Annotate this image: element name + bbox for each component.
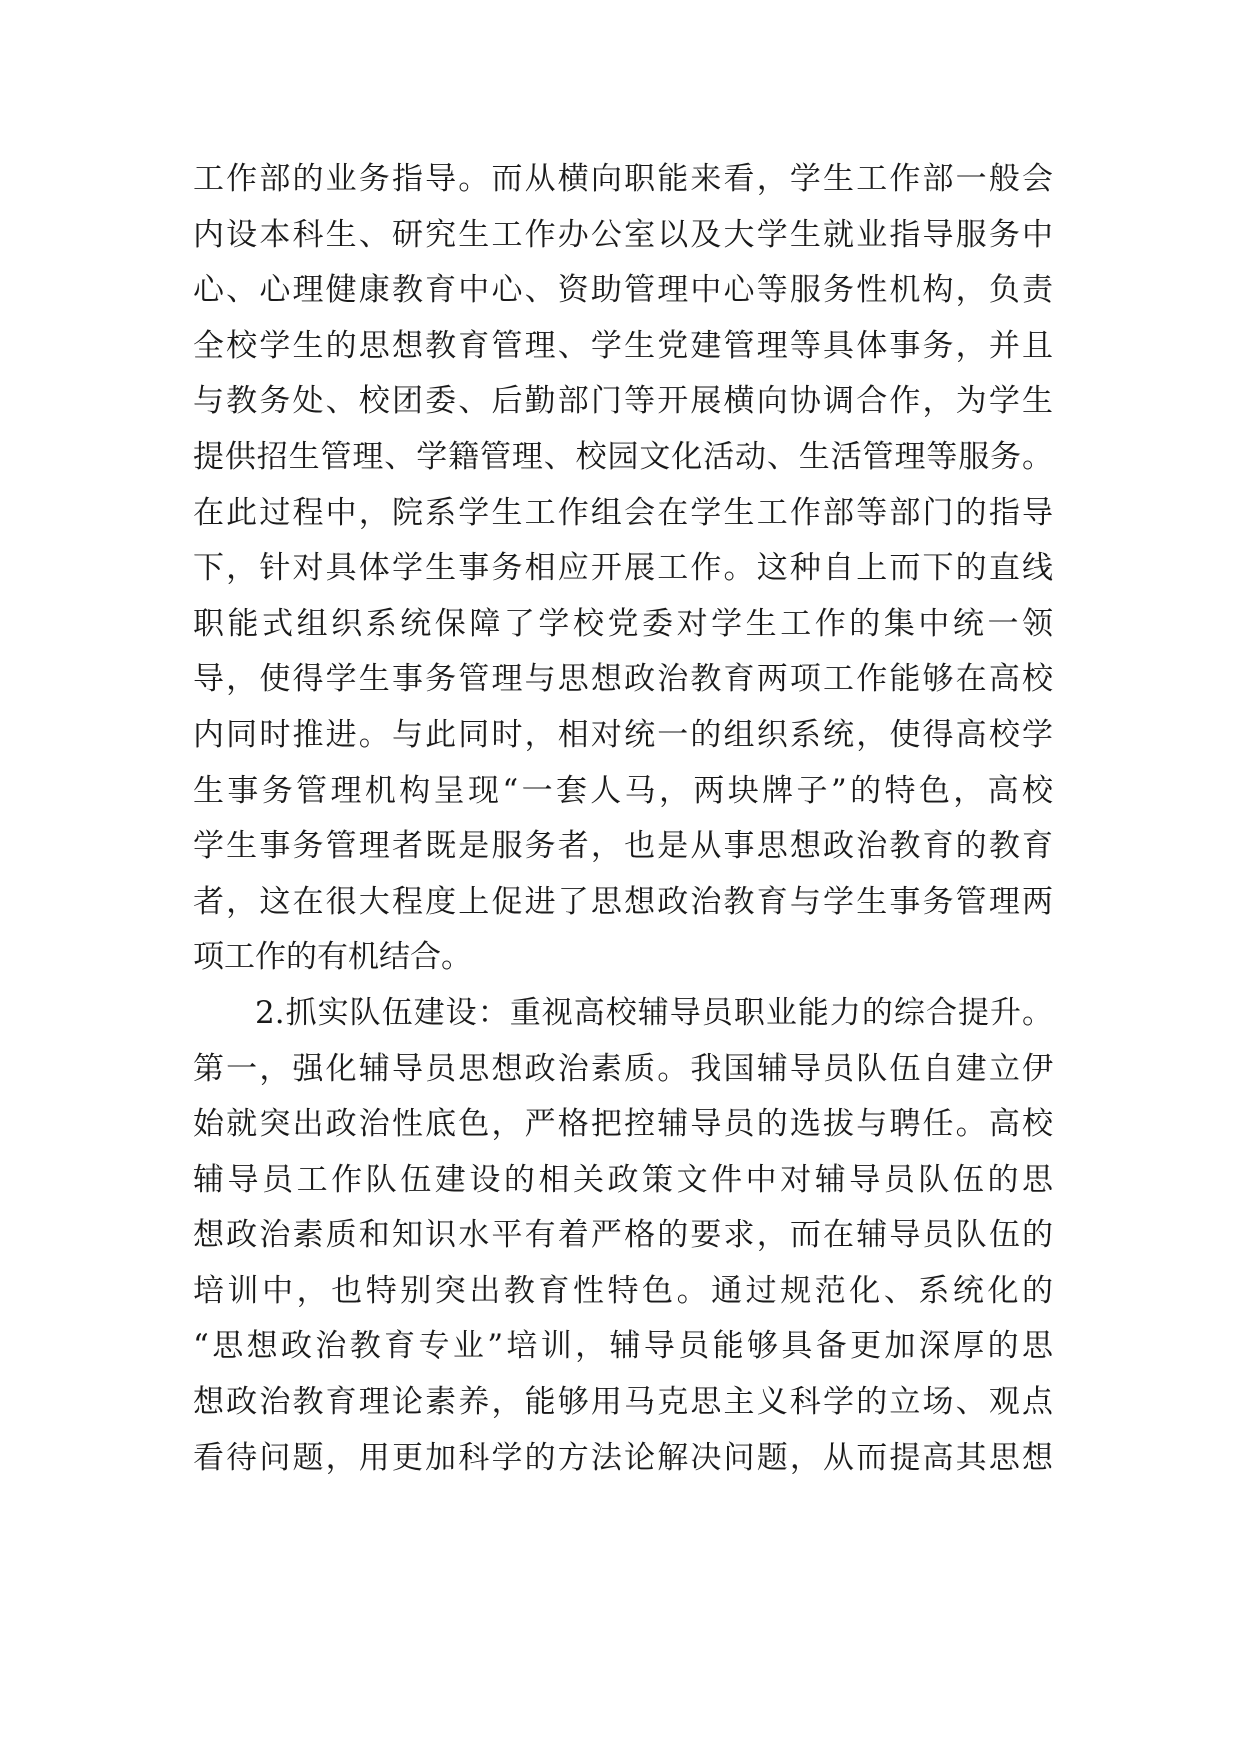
- section-heading-line: 2.抓实队伍建设：重视高校辅导员职业能力的综合提升。: [255, 994, 1053, 1031]
- text-line: 第一，强化辅导员思想政治素质。我国辅导员队伍自建立伊: [193, 1050, 1053, 1087]
- text-line: 工作部的业务指导。而从横向职能来看，学生工作部一般会: [193, 161, 1053, 197]
- text-line: 职能式组织系统保障了学校党委对学生工作的集中统一领: [193, 605, 1053, 642]
- text-line: 内同时推进。与此同时，相对统一的组织系统，使得高校学: [193, 716, 1053, 753]
- text-line: 全校学生的思想教育管理、学生党建管理等具体事务，并且: [193, 327, 1053, 364]
- text-line: 内设本科生、研究生工作办公室以及大学生就业指导服务中: [193, 216, 1053, 253]
- text-line: 心、心理健康教育中心、资助管理中心等服务性机构，负责: [193, 272, 1053, 309]
- body-text: [193, 152, 1053, 1486]
- text-line: 想政治教育理论素养，能够用马克思主义科学的立场、观点: [193, 1384, 1053, 1421]
- text-line: 想政治素质和知识水平有着严格的要求，而在辅导员队伍的: [193, 1217, 1053, 1254]
- text-line: 下，针对具体学生事务相应开展工作。这种自上而下的直线: [193, 550, 1053, 587]
- text-line: 始就突出政治性底色，严格把控辅导员的选拔与聘任。高校: [193, 1106, 1053, 1143]
- text-line: 看待问题，用更加科学的方法论解决问题，从而提高其思想: [193, 1439, 1053, 1476]
- text-line: 者，这在很大程度上促进了思想政治教育与学生事务管理两: [193, 883, 1053, 920]
- paragraph-end-line: 项工作的有机结合。: [193, 939, 472, 976]
- text-line: 学生事务管理者既是服务者，也是从事思想政治教育的教育: [193, 828, 1053, 865]
- text-line: 与教务处、校团委、后勤部门等开展横向协调合作，为学生: [193, 383, 1053, 420]
- text-line: 培训中，也特别突出教育性特色。通过规范化、系统化的: [193, 1272, 1053, 1309]
- text-line: 提供招生管理、学籍管理、校园文化活动、生活管理等服务。: [193, 438, 1053, 475]
- text-line: 辅导员工作队伍建设的相关政策文件中对辅导员队伍的思: [193, 1161, 1053, 1198]
- text-line: 导，使得学生事务管理与思想政治教育两项工作能够在高校: [193, 661, 1053, 698]
- text-line: 在此过程中，院系学生工作组会在学生工作部等部门的指导: [193, 494, 1053, 531]
- text-line: “思想政治教育专业”培训，辅导员能够具备更加深厚的思: [193, 1328, 1053, 1365]
- text-line: 生事务管理机构呈现“一套人马，两块牌子”的特色，高校: [193, 772, 1053, 809]
